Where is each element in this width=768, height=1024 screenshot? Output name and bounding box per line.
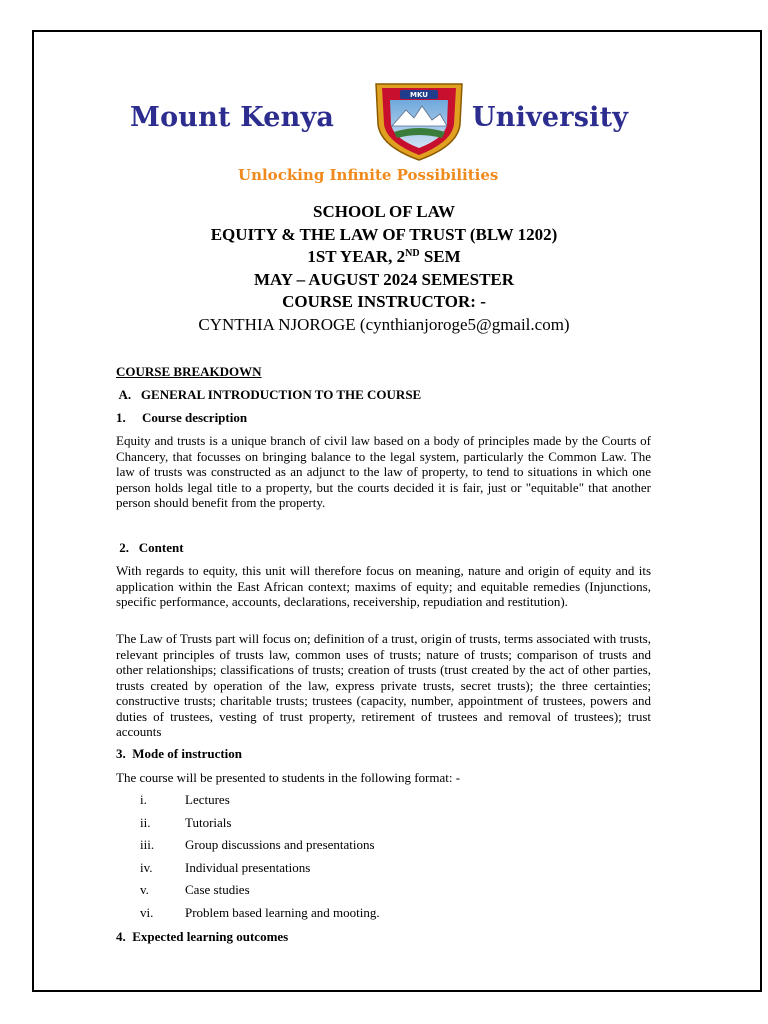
course-description-heading: 1. Course description	[116, 410, 248, 425]
mode-of-instruction-heading: 3. Mode of instruction	[116, 746, 243, 761]
course-breakdown-heading: COURSE BREAKDOWN	[116, 364, 262, 379]
list-item-text: Lectures	[185, 792, 230, 807]
list-item-text: Individual presentations	[185, 859, 311, 875]
school-title: SCHOOL OF LAW	[312, 202, 455, 221]
university-logo	[130, 80, 650, 190]
content-equity-text: With regards to equity, this unit will therefore focus on meaning, nature and origin of equity and its application within the East African context; maxims of equity; and equitable remedies (Injunctions, specific performance, accounts, declarations, receivership, repudiation and restitution).	[116, 563, 651, 609]
list-item-text: Case studies	[185, 882, 250, 898]
course-title: EQUITY & THE LAW OF TRUST (BLW 1202)	[210, 224, 558, 244]
logo-tagline: Unlocking Infinite Possibilities	[238, 166, 499, 184]
instructor-name: CYNTHIA NJOROGE (cynthianjoroge5@gmail.com)	[198, 314, 570, 334]
list-item-text: Group discussions and presentations	[185, 837, 375, 853]
instruction-list	[116, 792, 651, 932]
section-a-heading: A. GENERAL INTRODUCTION TO THE COURSE	[116, 387, 422, 402]
year-title	[34, 246, 734, 269]
list-item-number: vi.	[140, 905, 154, 920]
year-text: 1ST YEAR, 2	[307, 247, 406, 267]
list-item-number: i.	[140, 792, 147, 807]
learning-outcomes-heading: 4. Expected learning outcomes	[116, 929, 289, 944]
instructor-label: COURSE INSTRUCTOR: -	[282, 292, 486, 312]
year-superscript: ND	[405, 248, 420, 260]
list-item-text: Tutorials	[185, 814, 232, 830]
content-trusts-text: The Law of Trusts part will focus on; definition of a trust, origin of trusts, terms associated with trusts, relevant principles of trusts law, common uses of trusts; nature of trusts; comparison of trusts and other relationships; classifications of trusts; creation of trusts (trust created by the act of other parties, trusts created by operation of the law, express private trusts, secret trusts); the three certainties; constructive trusts; charitable trusts; trustees (capacity, number, appointment of trustees, powers and duties of trustees, vesting of trust property, retirement of trustees and removal of trustees); trust accounts	[116, 631, 651, 739]
content-heading: 2. Content	[116, 540, 184, 555]
document-titles	[34, 201, 734, 336]
list-item-number: iv.	[140, 859, 153, 875]
logo-text-right: University	[472, 102, 629, 133]
course-description-text: Equity and trusts is a unique branch of civil law based on a body of principles made by the Courts of Chancery, that focusses on bringing balance to the legal system, particularly the Common Law. The law of trusts was constructed as an adjunct to the law of property, to tend to situations in which one person holds legal title to a property, but the courts decided it is fair, just or "equitable" that another person should benefit from the property.	[116, 433, 651, 510]
logo-text-left: Mount Kenya	[130, 102, 335, 133]
list-item-number: iii.	[140, 837, 155, 853]
list-item-number: v.	[140, 882, 149, 898]
list-item-number: ii.	[140, 814, 151, 830]
list-item-text: Problem based learning and mooting.	[185, 905, 380, 920]
mode-of-instruction-text: The course will be presented to students in the following format: -	[116, 770, 461, 785]
university-crest-icon	[370, 80, 468, 162]
sem-text: SEM	[419, 247, 461, 267]
crest-text: MKU	[410, 91, 428, 99]
semester-title: MAY – AUGUST 2024 SEMESTER	[253, 269, 515, 289]
